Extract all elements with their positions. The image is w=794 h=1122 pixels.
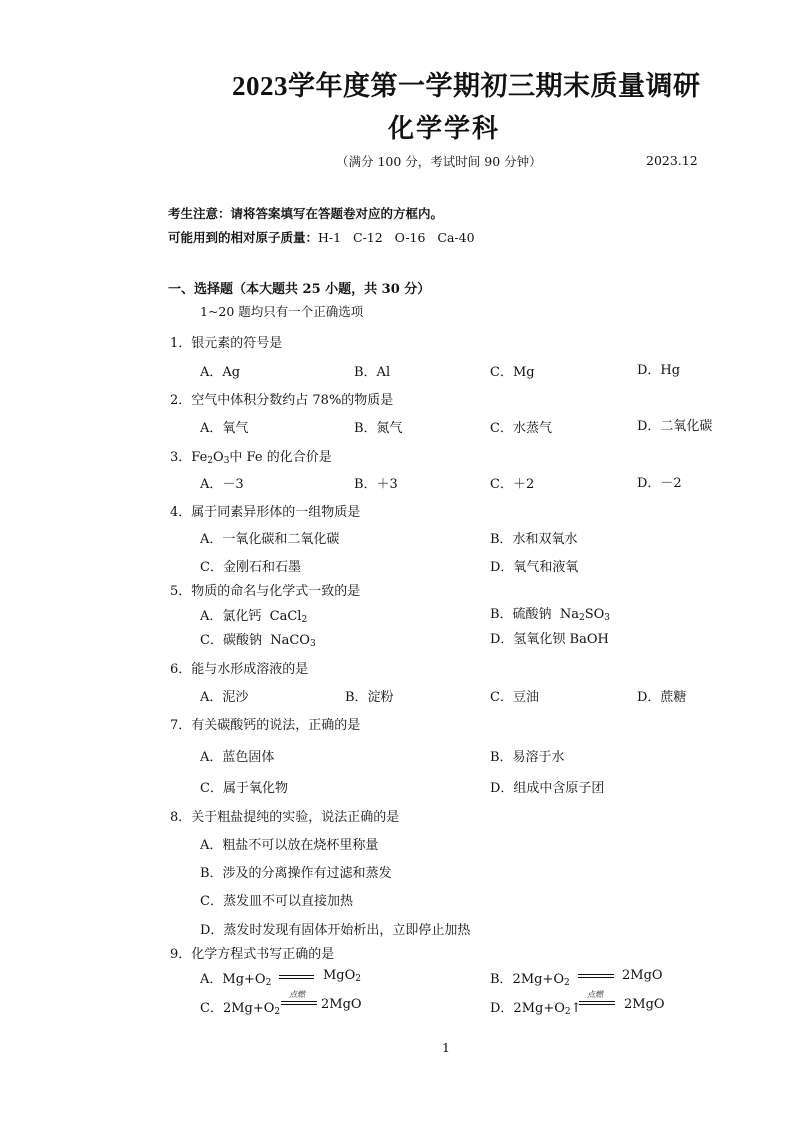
section-heading: 一、选择题（本大题共 25 小题，共 30 分） [168,282,431,297]
question-8-option-c: C．蒸发皿不可以直接加热 [200,894,353,909]
question-9-option-c-left: C．$2Mg+O_2$ [200,1001,281,1017]
question-9-stem: 9．化学方程式书写正确的是 [170,947,335,962]
question-9-option-a-left: A．$Mg+O_2$ [200,972,272,988]
question-1-option-b: B．Al [354,365,391,380]
question-5-option-d: D．氢氧化钡 BaOH [490,632,609,647]
exam-info: （满分 100 分，考试时间 90 分钟） [336,154,542,169]
question-1-stem: 1．银元素的符号是 [170,336,283,351]
atomic-masses-values: H-1 C-12 O-16 Ca-40 [318,230,475,245]
equation-sign [281,1001,317,1005]
question-6-option-d: D．蔗糖 [637,690,687,705]
question-4-option-c: C．金刚石和石墨 [200,560,301,575]
question-7-option-d: D．组成中含原子团 [490,781,605,796]
question-7-stem: 7．有关碳酸钙的说法，正确的是 [170,718,361,733]
question-9-option-b-right: 2MgO [622,968,663,983]
question-3-option-c: C．＋2 [490,477,535,492]
question-6-stem: 6．能与水形成溶液的是 [170,662,309,677]
question-1-option-d: D．Hg [637,363,681,378]
question-7-option-c: C．属于氧化物 [200,781,288,796]
question-8-option-b: B．涉及的分离操作有过滤和蒸发 [200,866,392,881]
question-6-option-b: B．淀粉 [345,690,394,705]
question-4-stem: 4．属于同素异形体的一组物质是 [170,505,361,520]
question-8-option-d: D．蒸发时发现有固体开始析出，立即停止加热 [200,923,471,938]
exam-title: 2023学年度第一学期初三期末质量调研 [232,71,701,101]
question-6-option-a: A．泥沙 [200,690,249,705]
equation-sign [279,975,314,979]
question-2-option-b: B．氮气 [354,421,403,436]
question-7-option-b: B．易溶于水 [490,750,565,765]
question-4-option-a: A．一氧化碳和二氧化碳 [200,532,340,547]
notice-text: 考生注意：请将答案填写在答题卷对应的方框内。 [168,206,444,221]
atomic-masses-label: 可能用到的相对原子质量： [168,230,319,245]
question-5-option-a: A．氯化钙 CaCl$_2$ [200,609,308,625]
question-5-stem: 5．物质的命名与化学式一致的是 [170,584,361,599]
exam-subject: 化学学科 [388,114,501,143]
question-8-option-a: A．粗盐不可以放在烧杯里称量 [200,838,379,853]
question-5-option-c: C．碳酸钠 NaCO$_3$ [200,633,316,649]
question-9-option-b-left: B．$2Mg+O_2$ [490,972,570,988]
question-1-option-a: A．Ag [200,365,241,380]
equation-sign [578,974,614,978]
condition-label: 点燃 [289,990,305,999]
question-4-option-d: D．氧气和液氧 [490,560,579,575]
page-number: 1 [442,1040,450,1055]
question-9-option-a-right: MgO$_2$ [323,968,362,984]
question-2-option-a: A．氧气 [200,421,249,436]
atomic-masses [168,228,475,246]
question-9-option-d-left: D．$2Mg+O_2↑$ [490,1001,582,1017]
question-3-option-a: A．－3 [200,477,244,492]
question-9-option-c-right: 2MgO [321,997,362,1012]
question-3-option-d: D．－2 [637,476,682,491]
question-2-option-d: D．二氧化碳 [637,419,713,434]
question-3-stem: 3．$Fe_2O_3$中 Fe 的化合价是 [170,450,332,466]
question-7-option-a: A．蓝色固体 [200,750,275,765]
question-2-stem: 2．空气中体积分数约占 78%的物质是 [170,393,394,408]
question-6-option-c: C．豆油 [490,690,539,705]
question-1-option-c: C．Mg [490,365,535,380]
question-2-option-c: C．水蒸气 [490,421,552,436]
question-9-option-d-right: 2MgO [624,997,665,1012]
question-3-option-b: B．＋3 [354,477,398,492]
section-subheading: 1~20 题均只有一个正确选项 [200,304,364,319]
equation-sign [579,1001,615,1005]
exam-date: 2023.12 [646,153,698,168]
condition-label: 点燃 [587,990,603,999]
question-8-stem: 8．关于粗盐提纯的实验，说法正确的是 [170,810,400,825]
question-4-option-b: B．水和双氧水 [490,532,578,547]
question-5-option-b: B．硫酸钠 $Na_2SO_3$ [490,607,610,623]
